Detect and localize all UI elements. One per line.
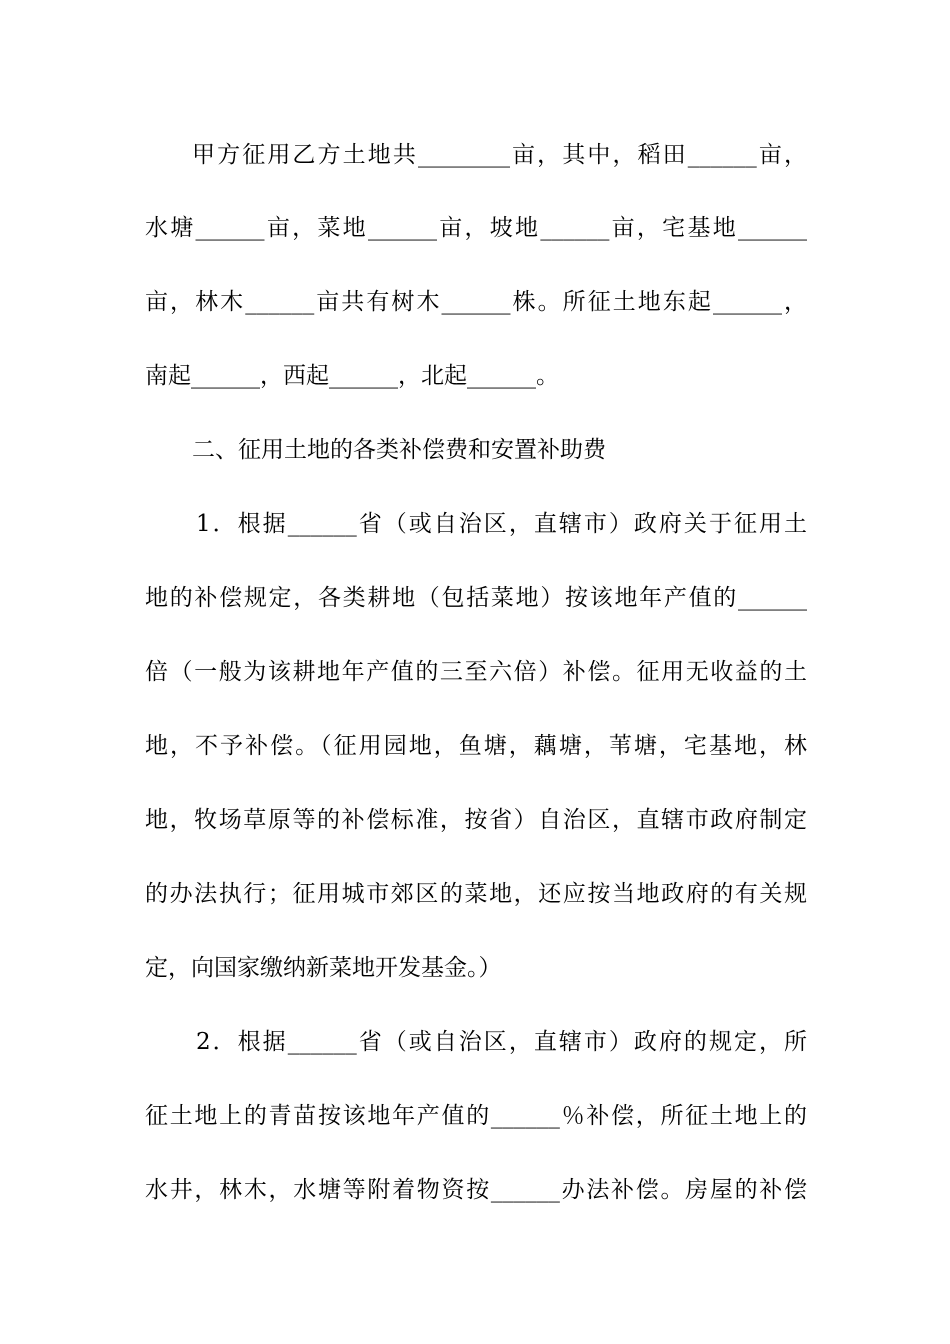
paragraph-line: 地，牧场草原等的补偿标准，按省）自治区，直辖市政府制定 [145, 807, 807, 833]
paragraph-line: 征土地上的青苗按该地年产值的______％补偿，所征土地上的 [145, 1103, 807, 1129]
paragraph-line: 1．根据______省（或自治区，直辖市）政府关于征用土 [196, 511, 807, 537]
paragraph-line: 地，不予补偿。（征用园地，鱼塘，藕塘，苇塘，宅基地，林 [145, 733, 807, 759]
paragraph-line: 甲方征用乙方土地共________亩，其中，稻田______亩， [192, 142, 807, 168]
paragraph-line: 水塘______亩，菜地______亩，坡地______亩，宅基地______ [145, 215, 807, 241]
paragraph-line: 亩，林木______亩共有树木______株。所征土地东起______， [145, 289, 807, 315]
paragraph-line: 倍（一般为该耕地年产值的三至六倍）补偿。征用无收益的土 [145, 659, 807, 685]
paragraph-line: 2．根据______省（或自治区，直辖市）政府的规定，所 [196, 1029, 807, 1055]
paragraph-line: 的办法执行；征用城市郊区的菜地，还应按当地政府的有关规 [145, 881, 807, 907]
paragraph-line: 定，向国家缴纳新菜地开发基金。） [145, 955, 502, 981]
paragraph-line: 地的补偿规定，各类耕地（包括菜地）按该地年产值的______ [145, 585, 807, 611]
paragraph-line: 水井，林木，水塘等附着物资按______办法补偿。房屋的补偿 [145, 1177, 807, 1203]
section-heading: 二、征用土地的各类补偿费和安置补助费 [192, 437, 606, 463]
paragraph-line: 南起______，西起______，北起______。 [145, 363, 559, 389]
